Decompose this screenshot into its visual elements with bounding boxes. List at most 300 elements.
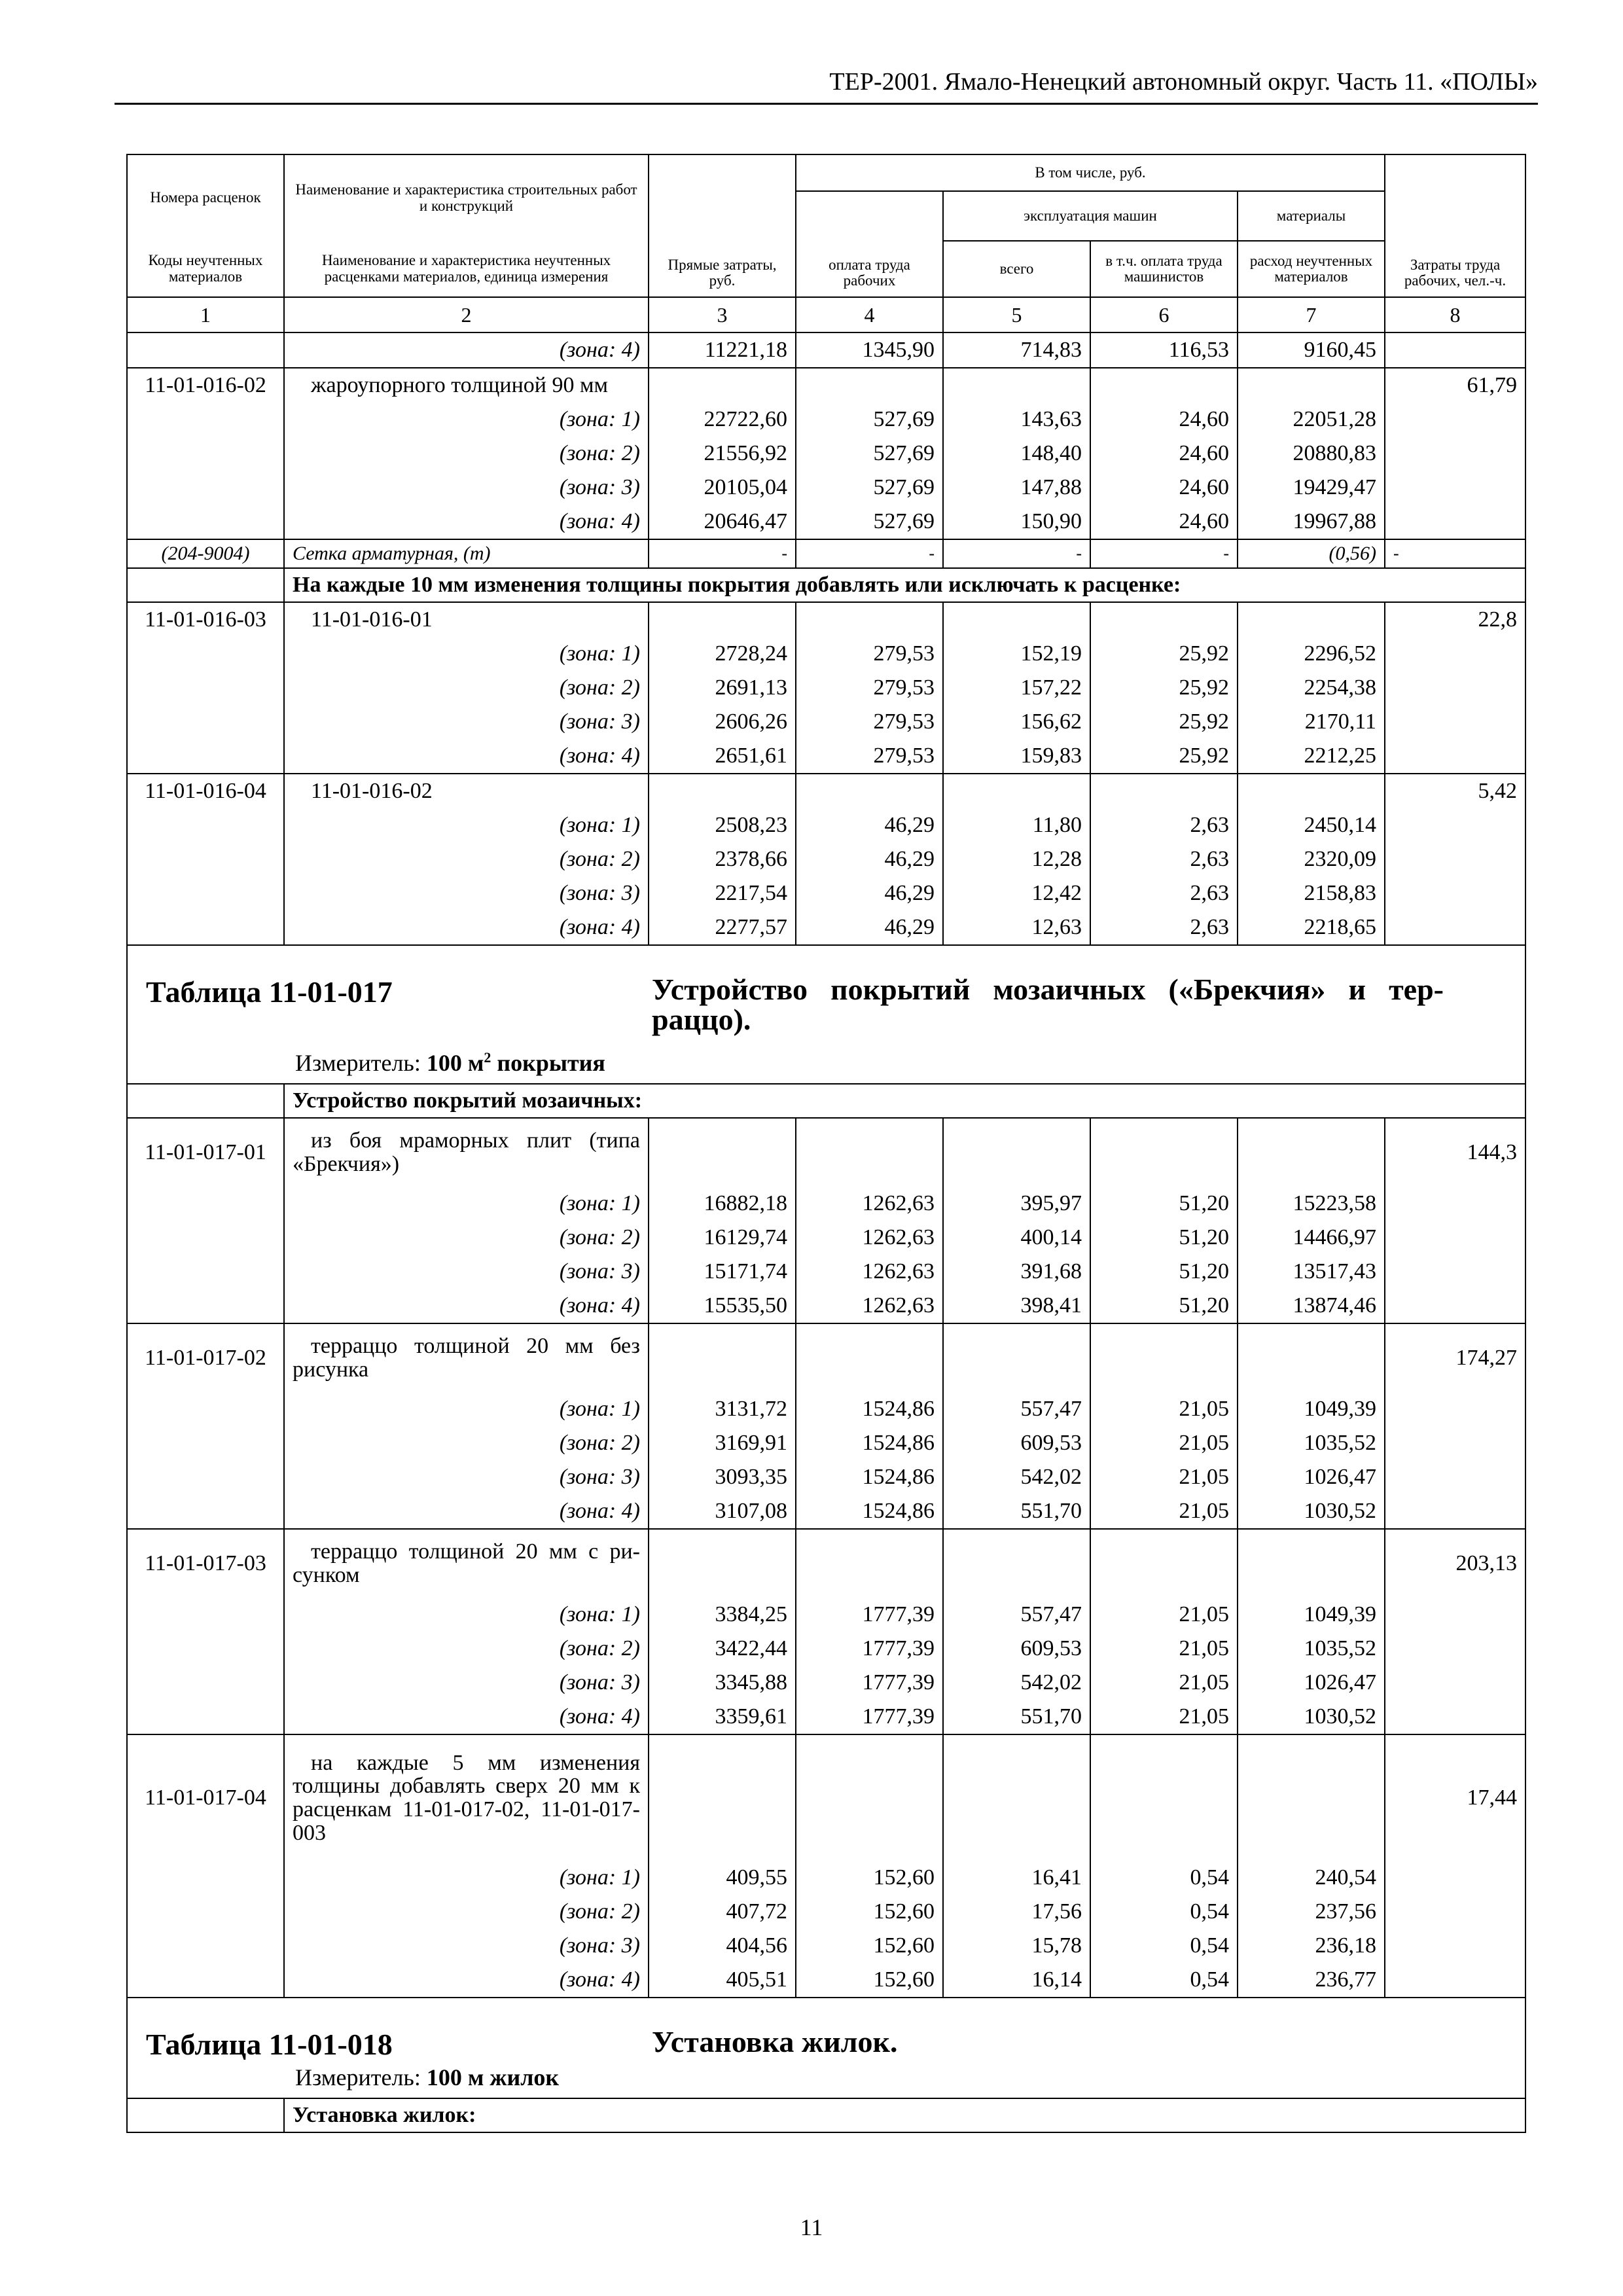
value-cell: 1262,63 (796, 1255, 943, 1289)
code-cell (127, 842, 284, 876)
value-cell (649, 1529, 796, 1598)
value-cell: 0,54 (1090, 1963, 1238, 1998)
code-cell (127, 739, 284, 774)
zone-label: (зона: 2) (284, 1632, 649, 1666)
table-row (127, 1929, 1525, 1963)
col-materials: материалы (1238, 191, 1385, 241)
value-cell (943, 602, 1090, 637)
code-cell (127, 1460, 284, 1494)
value-cell: 279,53 (796, 705, 943, 739)
value-cell (1238, 368, 1385, 403)
value-cell: 609,53 (943, 1632, 1090, 1666)
value-cell (1090, 602, 1238, 637)
value-cell: 0,54 (1090, 1929, 1238, 1963)
value-cell: 51,20 (1090, 1289, 1238, 1323)
table-row (127, 774, 1525, 808)
code-cell (127, 637, 284, 671)
value-cell: 22051,28 (1238, 403, 1385, 437)
value-cell (1238, 1734, 1385, 1861)
value-cell: 1777,39 (796, 1666, 943, 1700)
zone-label: (зона: 3) (284, 1929, 649, 1963)
code-cell (127, 403, 284, 437)
table-title: Установка жилок. (652, 2025, 898, 2058)
section-title: На каждые 10 мм изменения толщины покрытия добавлять или исключать к расценке: (284, 568, 1525, 602)
value-cell: 21,05 (1090, 1632, 1238, 1666)
dash-cell: - (943, 539, 1090, 568)
table-row (127, 876, 1525, 910)
value-cell: 2508,23 (649, 808, 796, 842)
rate-code: 11-01-017-01 (127, 1118, 284, 1187)
table-title-cell (127, 945, 1525, 1084)
page-number: 11 (800, 2214, 823, 2240)
section-title: Устройство покрытий мозаичных: (284, 1084, 1525, 1118)
value-cell (943, 1323, 1090, 1392)
value-cell: 11221,18 (649, 332, 796, 368)
value-cell: 2254,38 (1238, 671, 1385, 705)
value-cell: 25,92 (1090, 705, 1238, 739)
measure-prefix: Измеритель: (295, 1050, 421, 1076)
zone-label: (зона: 1) (284, 808, 649, 842)
labor-dash: - (1385, 539, 1525, 568)
value-cell (649, 1118, 796, 1187)
value-cell: 15535,50 (649, 1289, 796, 1323)
measure (295, 2064, 559, 2091)
col-labor: Затраты труда рабочих, чел.-ч. (1385, 154, 1525, 297)
code-cell (127, 1289, 284, 1323)
zone-label: (зона: 2) (284, 671, 649, 705)
labor-cell (1385, 739, 1525, 774)
value-cell (796, 1529, 943, 1598)
labor-cell (1385, 332, 1525, 368)
labor-value: 144,3 (1385, 1118, 1525, 1187)
labor-cell (1385, 1187, 1525, 1221)
zone-label: (зона: 4) (284, 739, 649, 774)
value-cell (1090, 368, 1238, 403)
table-row (127, 1632, 1525, 1666)
value-cell: 3131,72 (649, 1392, 796, 1426)
value-cell (1238, 602, 1385, 637)
section-spacer (127, 2098, 284, 2132)
zone-label: (зона: 3) (284, 876, 649, 910)
code-cell (127, 1221, 284, 1255)
value-cell: 3422,44 (649, 1632, 796, 1666)
value-cell: 1035,52 (1238, 1426, 1385, 1460)
value-cell: 24,60 (1090, 505, 1238, 539)
code-cell (127, 705, 284, 739)
labor-cell (1385, 1255, 1525, 1289)
value-cell (1090, 1529, 1238, 1598)
labor-cell (1385, 1289, 1525, 1323)
labor-value: 22,8 (1385, 602, 1525, 637)
table-title-row (127, 945, 1525, 1084)
value-cell: 557,47 (943, 1392, 1090, 1426)
value-cell: 1524,86 (796, 1426, 943, 1460)
value-cell: 405,51 (649, 1963, 796, 1998)
labor-cell (1385, 471, 1525, 505)
value-cell: 11,80 (943, 808, 1090, 842)
running-title: ТЕР-2001. Ямало-Ненецкий автономный округ. Часть 11. «ПОЛЫ» (829, 68, 1538, 96)
labor-cell (1385, 505, 1525, 539)
code-cell (127, 1392, 284, 1426)
value-cell: 15223,58 (1238, 1187, 1385, 1221)
value-cell: 2170,11 (1238, 705, 1385, 739)
zone-label: (зона: 1) (284, 1598, 649, 1632)
value-cell: 236,77 (1238, 1963, 1385, 1998)
value-cell (943, 1529, 1090, 1598)
value-cell (796, 1118, 943, 1187)
value-cell: 2606,26 (649, 705, 796, 739)
code-cell (127, 1598, 284, 1632)
col-machines: эксплуатация машин (943, 191, 1238, 241)
table-label: Таблица 11-01-018 (146, 2028, 393, 2061)
value-cell: 46,29 (796, 910, 943, 945)
value-cell: 13517,43 (1238, 1255, 1385, 1289)
zone-label: (зона: 1) (284, 1392, 649, 1426)
value-cell: 2450,14 (1238, 808, 1385, 842)
code-cell (127, 671, 284, 705)
table-row (127, 1187, 1525, 1221)
value-cell: 395,97 (943, 1187, 1090, 1221)
labor-cell (1385, 842, 1525, 876)
value-cell: 2378,66 (649, 842, 796, 876)
value-cell: 2218,65 (1238, 910, 1385, 945)
table-row (127, 437, 1525, 471)
labor-cell (1385, 705, 1525, 739)
value-cell: 21,05 (1090, 1494, 1238, 1529)
zone-label: (зона: 3) (284, 1255, 649, 1289)
table-row (127, 602, 1525, 637)
value-cell (796, 774, 943, 808)
value-cell: 21,05 (1090, 1392, 1238, 1426)
value-cell: 527,69 (796, 403, 943, 437)
col-unaccounted: расход неучтенных материалов (1238, 241, 1385, 297)
value-cell: 279,53 (796, 671, 943, 705)
value-cell: 391,68 (943, 1255, 1090, 1289)
value-cell: 22722,60 (649, 403, 796, 437)
zone-label: (зона: 1) (284, 637, 649, 671)
labor-cell (1385, 1895, 1525, 1929)
rate-code: 11-01-016-04 (127, 774, 284, 808)
section-spacer (127, 568, 284, 602)
table-row (127, 332, 1525, 368)
material-name: Сетка арматурная, (т) (284, 539, 649, 568)
value-cell (1238, 1118, 1385, 1187)
zone-label: (зона: 2) (284, 1221, 649, 1255)
value-cell (796, 1323, 943, 1392)
value-cell: 156,62 (943, 705, 1090, 739)
table-row (127, 1494, 1525, 1529)
measure-sup: 2 (484, 1049, 491, 1066)
value-cell: 51,20 (1090, 1187, 1238, 1221)
value-cell: 16882,18 (649, 1187, 796, 1221)
value-cell (943, 774, 1090, 808)
value-cell: 147,88 (943, 471, 1090, 505)
table-row (127, 1895, 1525, 1929)
value-cell (1238, 1529, 1385, 1598)
value-cell: 1049,39 (1238, 1392, 1385, 1426)
value-cell: 1030,52 (1238, 1494, 1385, 1529)
labor-cell (1385, 637, 1525, 671)
rate-name: 11-01-016-01 (284, 602, 649, 637)
material-code: (204-9004) (127, 539, 284, 568)
value-cell: 3345,88 (649, 1666, 796, 1700)
value-cell (796, 1734, 943, 1861)
zone-label: (зона: 2) (284, 1895, 649, 1929)
value-cell (943, 1118, 1090, 1187)
table-row (127, 1255, 1525, 1289)
value-cell: 14466,97 (1238, 1221, 1385, 1255)
value-cell: 1262,63 (796, 1221, 943, 1255)
rate-name: 11-01-016-02 (284, 774, 649, 808)
zone-label: (зона: 4) (284, 1494, 649, 1529)
rate-name: терраццо толщиной 20 мм с ри-сунком (284, 1529, 649, 1598)
zone-label: (зона: 4) (284, 1289, 649, 1323)
value-cell: 2320,09 (1238, 842, 1385, 876)
value-cell: 2691,13 (649, 671, 796, 705)
table-row (127, 842, 1525, 876)
code-cell (127, 1187, 284, 1221)
labor-value: 5,42 (1385, 774, 1525, 808)
value-cell: 1026,47 (1238, 1460, 1385, 1494)
labor-value: 203,13 (1385, 1529, 1525, 1598)
value-cell: 20880,83 (1238, 437, 1385, 471)
table-row (127, 1460, 1525, 1494)
dash-cell: - (649, 539, 796, 568)
running-header (115, 68, 1538, 105)
zone-label: (зона: 3) (284, 1460, 649, 1494)
value-cell (1090, 1734, 1238, 1861)
value-cell: 2728,24 (649, 637, 796, 671)
table-row (127, 505, 1525, 539)
value-cell: 2217,54 (649, 876, 796, 910)
value-cell: 409,55 (649, 1861, 796, 1895)
labor-cell (1385, 1392, 1525, 1426)
rate-code: 11-01-016-02 (127, 368, 284, 403)
value-cell (1090, 1323, 1238, 1392)
value-cell (649, 774, 796, 808)
value-cell: 404,56 (649, 1929, 796, 1963)
value-cell: 21,05 (1090, 1666, 1238, 1700)
table-row (127, 705, 1525, 739)
value-cell: 9160,45 (1238, 332, 1385, 368)
table-row (127, 739, 1525, 774)
col-num: 8 (1385, 297, 1525, 332)
table-row (127, 910, 1525, 945)
col-num: 5 (943, 297, 1090, 332)
code-cell (127, 505, 284, 539)
col-incl: В том числе, руб. (796, 154, 1385, 191)
value-cell: 279,53 (796, 739, 943, 774)
labor-cell (1385, 1598, 1525, 1632)
table-row (127, 1963, 1525, 1998)
column-numbers (127, 297, 1525, 332)
value-cell (943, 368, 1090, 403)
value-cell: 2158,83 (1238, 876, 1385, 910)
rate-name: из боя мраморных плит (типа «Брекчия») (284, 1118, 649, 1187)
zone-label: (зона: 1) (284, 403, 649, 437)
table-row (127, 671, 1525, 705)
col-codes-top: Номера расценок (127, 154, 284, 241)
zone-label: (зона: 2) (284, 437, 649, 471)
section-spacer (127, 1084, 284, 1118)
rate-name: на каждые 5 мм изменения толщины добавлять сверх 20 мм к расценкам 11-01-017-02, 11-01-017-003 (284, 1734, 649, 1861)
code-cell (127, 1929, 284, 1963)
value-cell: 557,47 (943, 1598, 1090, 1632)
value-cell: 542,02 (943, 1460, 1090, 1494)
value-cell: 609,53 (943, 1426, 1090, 1460)
value-cell: 2212,25 (1238, 739, 1385, 774)
zone-label: (зона: 1) (284, 1187, 649, 1221)
value-cell: 19967,88 (1238, 505, 1385, 539)
section-row (127, 1084, 1525, 1118)
value-cell: 46,29 (796, 842, 943, 876)
table-row (127, 368, 1525, 403)
col-num: 7 (1238, 297, 1385, 332)
value-cell: 0,54 (1090, 1861, 1238, 1895)
value-cell (649, 602, 796, 637)
value-cell (796, 602, 943, 637)
rate-name: жароупорного толщиной 90 мм (284, 368, 649, 403)
section-row (127, 568, 1525, 602)
value-cell: 116,53 (1090, 332, 1238, 368)
value-cell: 527,69 (796, 437, 943, 471)
value-cell: 240,54 (1238, 1861, 1385, 1895)
value-cell: 20646,47 (649, 505, 796, 539)
labor-cell (1385, 1460, 1525, 1494)
table-title-row (127, 1998, 1525, 2098)
value-cell: 2651,61 (649, 739, 796, 774)
value-cell: 542,02 (943, 1666, 1090, 1700)
table-row (127, 1598, 1525, 1632)
value-cell: 25,92 (1090, 739, 1238, 774)
col-name-top: Наименование и характеристика строительных работ и конструкций (284, 154, 649, 241)
col-codes-bottom: Коды неучтенных материалов (127, 241, 284, 297)
table-title-cell (127, 1998, 1525, 2098)
value-cell: 3107,08 (649, 1494, 796, 1529)
table-row (127, 1734, 1525, 1861)
zone-label: (зона: 2) (284, 1426, 649, 1460)
value-cell: 3093,35 (649, 1460, 796, 1494)
value-cell (649, 1734, 796, 1861)
value-cell: 16,41 (943, 1861, 1090, 1895)
labor-cell (1385, 1963, 1525, 1998)
value-cell: 46,29 (796, 808, 943, 842)
rate-code: 11-01-017-02 (127, 1323, 284, 1392)
value-cell: 1524,86 (796, 1392, 943, 1426)
measure-value: 100 м жилок (426, 2064, 560, 2090)
table-row (127, 1529, 1525, 1598)
value-cell: 152,19 (943, 637, 1090, 671)
value-cell: 2296,52 (1238, 637, 1385, 671)
labor-cell (1385, 1426, 1525, 1460)
value-cell (943, 1734, 1090, 1861)
value-cell: 2,63 (1090, 842, 1238, 876)
value-cell: 398,41 (943, 1289, 1090, 1323)
table-title: Устройство покрытий мозаичных («Брекчия» и тер-раццо). (652, 973, 1444, 1036)
measure-value: 100 м (426, 1050, 484, 1076)
value-cell: 1030,52 (1238, 1700, 1385, 1734)
col-direct: Прямые затраты, руб. (649, 154, 796, 297)
code-cell (127, 910, 284, 945)
table-row (127, 1861, 1525, 1895)
value-cell (1238, 774, 1385, 808)
value-cell (1090, 1118, 1238, 1187)
col-name-bottom: Наименование и характеристика неучтенных расценками материалов, единица измерения (284, 241, 649, 297)
labor-cell (1385, 671, 1525, 705)
value-cell (1090, 774, 1238, 808)
rate-code: 11-01-017-04 (127, 1734, 284, 1861)
col-num: 1 (127, 297, 284, 332)
value-cell: 16,14 (943, 1963, 1090, 1998)
table-row (127, 1289, 1525, 1323)
measure (295, 1049, 605, 1077)
rate-code: 11-01-016-03 (127, 602, 284, 637)
value-cell: 3169,91 (649, 1426, 796, 1460)
value-cell: 2,63 (1090, 876, 1238, 910)
value-cell: 150,90 (943, 505, 1090, 539)
zone-label: (зона: 4) (284, 332, 649, 368)
table-row (127, 403, 1525, 437)
table-row (127, 1323, 1525, 1392)
value-cell: 1345,90 (796, 332, 943, 368)
value-cell: 1262,63 (796, 1289, 943, 1323)
value-cell: 51,20 (1090, 1221, 1238, 1255)
col-num: 6 (1090, 297, 1238, 332)
value-cell: 1777,39 (796, 1700, 943, 1734)
zone-label: (зона: 4) (284, 1963, 649, 1998)
value-cell: 1262,63 (796, 1187, 943, 1221)
col-num: 4 (796, 297, 943, 332)
value-cell: 12,63 (943, 910, 1090, 945)
code-cell (127, 437, 284, 471)
value-cell: 19429,47 (1238, 471, 1385, 505)
labor-cell (1385, 1929, 1525, 1963)
labor-cell (1385, 1494, 1525, 1529)
code-cell (127, 808, 284, 842)
labor-value: 17,44 (1385, 1734, 1525, 1861)
labor-cell (1385, 1861, 1525, 1895)
value-cell: 25,92 (1090, 637, 1238, 671)
table-row (127, 1666, 1525, 1700)
table-row (127, 1700, 1525, 1734)
value-cell: 2277,57 (649, 910, 796, 945)
col-total: всего (943, 241, 1090, 297)
value-cell: 527,69 (796, 505, 943, 539)
value-cell: 143,63 (943, 403, 1090, 437)
value-cell: 1777,39 (796, 1632, 943, 1666)
value-cell: 2,63 (1090, 910, 1238, 945)
code-cell (127, 1255, 284, 1289)
value-cell: 21,05 (1090, 1426, 1238, 1460)
table-row (127, 1221, 1525, 1255)
value-cell (649, 368, 796, 403)
code-cell (127, 1426, 284, 1460)
zone-label: (зона: 4) (284, 910, 649, 945)
price-table (126, 154, 1526, 2133)
value-cell: 24,60 (1090, 471, 1238, 505)
labor-cell (1385, 808, 1525, 842)
value-cell: 21,05 (1090, 1460, 1238, 1494)
value-cell: 21,05 (1090, 1598, 1238, 1632)
table-row (127, 539, 1525, 568)
value-cell: 24,60 (1090, 403, 1238, 437)
value-cell: 1026,47 (1238, 1666, 1385, 1700)
value-cell: 1524,86 (796, 1460, 943, 1494)
value-cell: 1524,86 (796, 1494, 943, 1529)
table-row (127, 637, 1525, 671)
value-cell: 2,63 (1090, 808, 1238, 842)
value-cell: 236,18 (1238, 1929, 1385, 1963)
